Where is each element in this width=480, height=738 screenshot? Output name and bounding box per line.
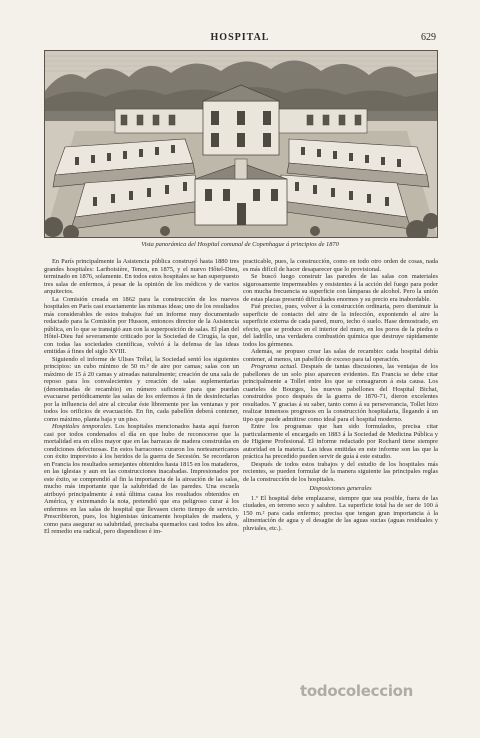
figure-caption: Vista panorámica del Hospital comunal de Copenhague á principios de 1870: [141, 241, 339, 248]
section-subheading: Disposiciones generales: [309, 485, 372, 492]
paragraph: Entre los programas que han sido formulados, precisa citar particularmente el encargado en 1883 á la Sociedad de Medicina Pública y de Higiene Profesional. El informe redactado por Rochard tiene siempre autoridad en la materia. Las ideas emitidas en este informe son las que la práctica ha precedido pueden servir de guía á este estudio.: [243, 423, 438, 460]
paragraph: Se buscó luego construir las paredes de las salas con materiales sigurosamente impermeables y resistentes á la acción del fuego para poder con mucha frecuencia su superficie con lámparas de alcohol. Pero la unión de estas placas presentó dificultades enormes y su precio era inabordable.: [243, 273, 438, 303]
page-number: 629: [421, 32, 436, 43]
text-column-left: [44, 258, 239, 678]
paragraph: Siguiendo el informe de Ulises Trélat, la Sociedad sentó los siguientes principios: un cubo mínimo de 50 m.³ de aire por camas; salas con un máximo de 15 á 20 camas y aireadas naturalmente; creación de una sala de reposo para los convalecientes y creación de salas suplementarias (denominadas de recambio) en número suficiente para que puedan evacuarse periódicamente las salas de los enfermos á fin de desinfectarlas por la influencia del aire al circular éste libremente por las ventanas y por todos los orificios de evacuación. En fin, cada pabellón deberá contener, como máximo, planta baja y un piso.: [44, 355, 239, 423]
section-label: Programa actual.: [251, 363, 298, 370]
paragraph: Después de todos estos trabajos y del estudio de los hospitales más recientes, se pueden formular de la manera siguiente las principales reglas de la construcción de los hospitales.: [243, 460, 438, 483]
paragraph: La Comisión creada en 1862 para la construcción de los nuevos hospitales en París casi exactamente las mismas ideas; uno de los resultados más considerables de estos trabajos fué un informe muy documentado redactado para la Comisión por Husson, entonces director de la Asistencia pública, en lo que se transigió aun con la superposición de salas. El plan del Hôtel-Dieu fué severamente criticado por la Sociedad de Cirugía, la que, con todas las sociedades científicas, volvió á la defensa de las ideas emitidas á fines del siglo XVIII.: [44, 295, 239, 355]
paragraph-text: Los hospitales mencionados hasta aquí fueron casi por todos condenados el día en que hubo de reconocerse que la mortalidad era en ellos mayor que en las barracas de madera construidas en condiciones defectuosas. En estos barracones curaron los norteamericanos con éxito imprevisto á los heridos de la guerra de Secesión. Se recordaron en Francia los resultados semejantes obtenidos hasta 1815 en los mataderos, en las iglesias y aun en las construcciones inacabadas. Impresionados por este éxito, se comprendió al fin la importancia de la aireación de las salas, mucho más importante que la salubridad de las paredes. Una escuela atribuyó principalmente á está última causa los resultados obtenidos en América, y extremando la nota, pretendió que era peligroso curar á los enfermos en las salas de hospital que llevasen cierto tiempo de servicio. Prescribieron, pues, los higienistas únicamente hospitales de madera, y como para asegurar su salubridad, precisaba quemarlos casi todos los años. El remedio era radical, pero dispendioso é im-: [44, 423, 239, 535]
paragraph: 1.º El hospital debe emplazarse, siempre que sea posible, fuera de las ciudades, en terreno seco y salubre. La superficie total ha de ser de 100 á 150 m.² para cada enfermo; precisa que tengan gran importancia á la alimentación de agua y el desagüe de las aguas sucias (aguas residuales y pluviales, etc.).: [243, 494, 438, 532]
hospital-illustration: [45, 51, 437, 237]
paragraph: En París principalmente la Asistencia pública construyó hasta 1880 tres grandes hospitales: Lariboisière, Tenon, en 1875, y el nuevo Hôtel-Dieu, terminado en 1876, solamente. En todos estos hospitales se han superpuesto tres salas de enfermos, á pesar de la opinión de los médicos y de varios arquitectos.: [44, 258, 239, 295]
text-column-right: [243, 258, 438, 678]
watermark-logo: todocoleccion: [300, 682, 414, 700]
paragraph: Además, se propuso crear las salas de recambio: cada hospital debía contener, al menos, un pabellón de exceso para tal operación.: [243, 348, 438, 363]
running-title: HOSPITAL: [210, 32, 270, 43]
hospital-engraving: [44, 50, 438, 238]
paragraph: practicable, pues, la construcción, como en todo otro orden de cosas, nada es más difícil de hacer desaparecer que lo provisional.: [243, 258, 438, 273]
section-label: Hospitales temporales.: [52, 423, 113, 430]
page-header: [44, 32, 436, 46]
paragraph-programa: [243, 363, 438, 423]
paragraph-text: Después de tantas discusiones, las ventajas de los pabellones de un solo piso aparecen evidentes. En Francia se debe citar principalmente a Tollet entre los que se consagraron á esta causa. Los cuarteles de Bourges, los nuevos pabellones del Hospital Bichat, construidos poco después de la guerra de 1870-71, dieron excelentes resultados. Y gracias á su saber, tanto como á su perseverancia, Tollet hizo realizar inmensos progresos en la construcción hospitalaria, llegando á un tipo que puede admitirse como ideal para el hospital moderno.: [243, 363, 438, 423]
paragraph-temporales: [44, 423, 239, 536]
paragraph: Fué preciso, pues, volver á la construcción ordinaria, pero disminuir la superficie de contacto del aire de la infección, exponiendo al aire la superficie externa de cada pared, muro, techo ó suelo. Hase demostrado, en efecto, que se produce en el interior del muro, en los poros de la piedra o del ladrillo, una verdadera combustión química que destruye rápidamente todos los gérmenes.: [243, 303, 438, 348]
